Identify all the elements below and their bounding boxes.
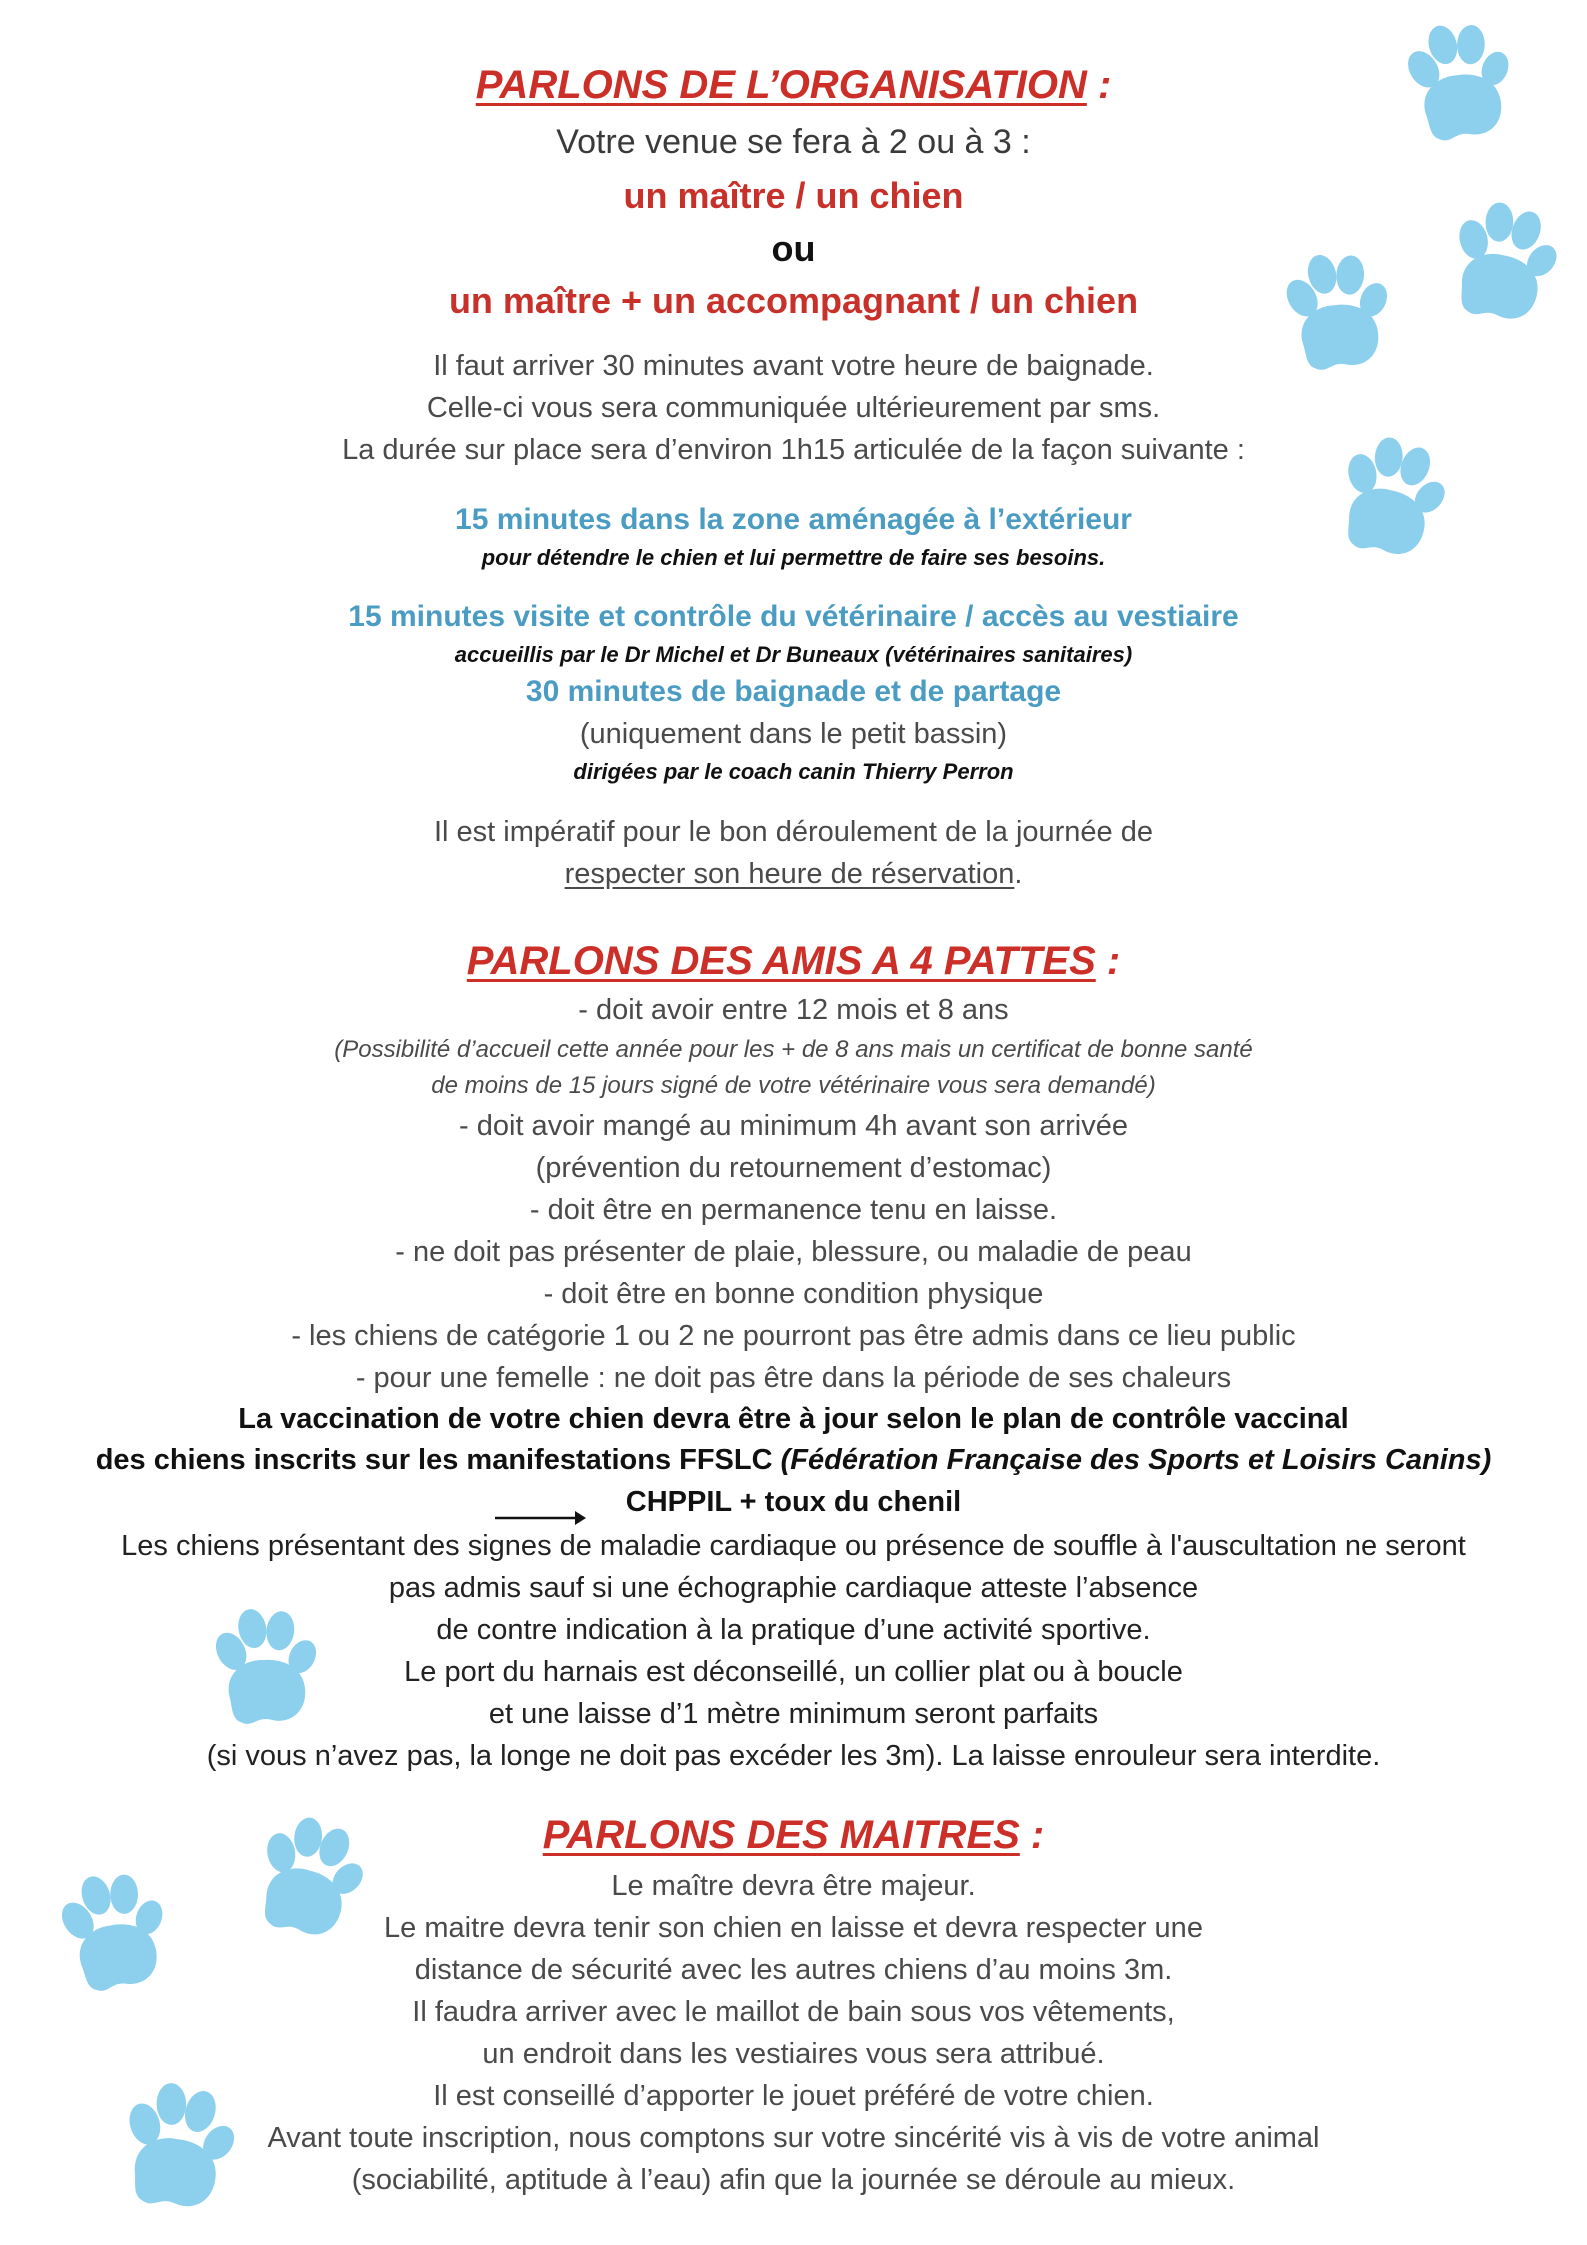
harness-text-3: (si vous n’avez pas, la longe ne doit pas excéder les 3m). La laisse enrouleur sera interdite. [206,1740,1381,1772]
master-rule-distance: distance de sécurité avec les autres chiens d’au moins 3m. [414,1954,1173,1986]
reservation-emphasis: respecter son heure de réservation [564,858,1015,890]
master-rule-locker: un endroit dans les vestiaires vous sera attribué. [482,2038,1105,2070]
option-or: ou [771,228,816,269]
rule-text: Il est impératif pour le bon déroulement de la journée de [434,816,1153,848]
dog-rule-meal: - doit avoir mangé au minimum 4h avant son arrivée [459,1110,1128,1142]
dog-rule-category: - les chiens de catégorie 1 ou 2 ne pourront pas être admis dans ce lieu public [291,1320,1296,1352]
dog-rule-leash: - doit être en permanence tenu en laisse. [529,1194,1058,1226]
master-rule-swimsuit: Il faudra arriver avec le maillot de bain sous vos vêtements, [412,1996,1175,2028]
step-three-note: dirigées par le coach canin Thierry Perron [573,759,1014,784]
arrival-text: Il faut arriver 30 minutes avant votre heure de baignade. [433,350,1154,382]
option-two: un maître + un accompagnant / un chien [448,280,1139,321]
step-two-note: accueillis par le Dr Michel et Dr Buneaux (vétérinaires sanitaires) [454,642,1133,667]
vaccination-required: CHPPIL + toux du chenil [625,1486,962,1518]
cardiac-text-3: de contre indication à la pratique d’une activité sportive. [436,1614,1151,1646]
dog-rule-age-note-2: de moins de 15 jours signé de votre vétérinaire vous sera demandé) [431,1072,1156,1099]
dogs-heading: PARLONS DES AMIS A 4 PATTES : [466,939,1121,983]
harness-text: Le port du harnais est déconseillé, un collier plat ou à boucle [404,1656,1183,1688]
arrow-right-icon [495,1508,587,1528]
master-rule-adult: Le maître devra être majeur. [611,1870,976,1902]
master-rule-sincerity-2: (sociabilité, aptitude à l’eau) afin que la journée se déroule au mieux. [351,2164,1236,2196]
paw-print-icon [1425,195,1575,345]
step-three-sub: (uniquement dans le petit bassin) [579,718,1008,750]
organisation-intro: Votre venue se fera à 2 ou à 3 : [556,123,1031,161]
vaccination-text-2: des chiens inscrits sur les manifestations FFSLC (Fédération Française des Sports et Loisirs Canins) [95,1444,1492,1476]
dog-rule-meal-note: (prévention du retournement d’estomac) [535,1152,1052,1184]
dog-rule-age-note: (Possibilité d’accueil cette année pour les + de 8 ans mais un certificat de bonne santé [334,1036,1253,1063]
duration-text: La durée sur place sera d’environ 1h15 articulée de la façon suivante : [342,434,1245,466]
organisation-heading: PARLONS DE L’ORGANISATION : [475,63,1112,107]
dog-rule-female: - pour une femelle : ne doit pas être dans la période de ses chaleurs [355,1362,1232,1394]
cardiac-text-2: pas admis sauf si une échographie cardiaque atteste l’absence [388,1572,1199,1604]
dog-rule-age: - doit avoir entre 12 mois et 8 ans [578,994,1009,1026]
dog-rule-condition: - doit être en bonne condition physique [543,1278,1044,1310]
sms-text: Celle-ci vous sera communiquée ultérieurement par sms. [426,392,1161,424]
rule-text-end: respecter son heure de réservation. [564,858,1023,890]
master-rule-leash: Le maitre devra tenir son chien en laisse et devra respecter une [384,1912,1203,1944]
dog-rule-skin: - ne doit pas présenter de plaie, blessure, ou maladie de peau [395,1236,1192,1268]
master-rule-toy: Il est conseillé d’apporter le jouet préféré de votre chien. [433,2080,1154,2112]
masters-heading: PARLONS DES MAITRES : [542,1813,1045,1857]
step-one-title: 15 minutes dans la zone aménagée à l’extérieur [455,503,1132,536]
step-two-title: 15 minutes visite et contrôle du vétérinaire / accès au vestiaire [348,600,1239,633]
step-one-note: pour détendre le chien et lui permettre de faire ses besoins. [481,545,1106,570]
option-one: un maître / un chien [623,175,964,216]
master-rule-sincerity: Avant toute inscription, nous comptons sur votre sincérité vis à vis de votre animal [267,2122,1320,2154]
harness-text-2: et une laisse d’1 mètre minimum seront parfaits [488,1698,1099,1730]
vaccination-text: La vaccination de votre chien devra être à jour selon le plan de contrôle vaccinal [238,1403,1349,1435]
cardiac-text: Les chiens présentant des signes de maladie cardiaque ou présence de souffle à l'auscultation ne seront [121,1530,1466,1562]
step-three-title: 30 minutes de baignade et de partage [525,675,1062,708]
